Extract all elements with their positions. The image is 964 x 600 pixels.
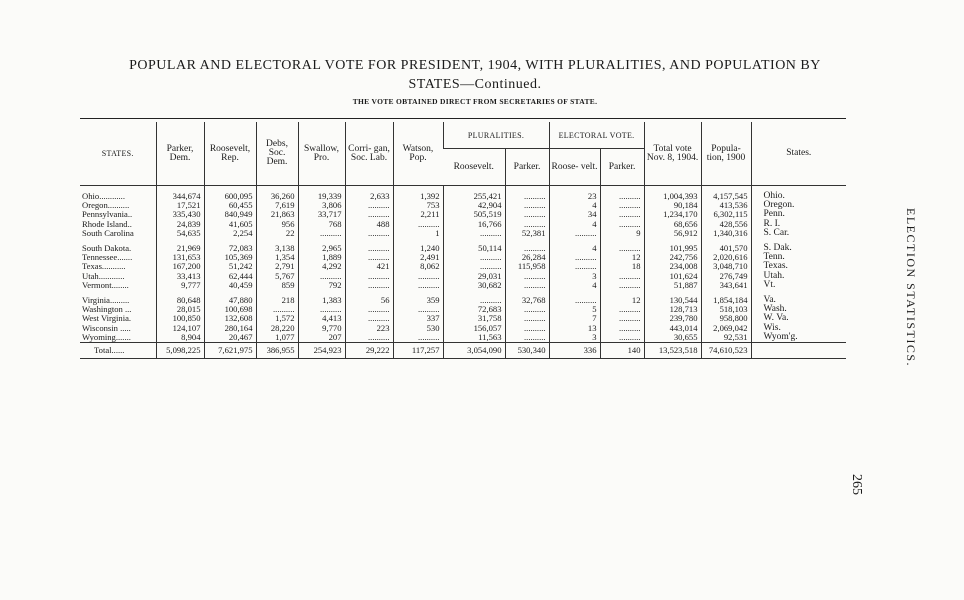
total-corrigan: 29,222 [345,343,393,359]
total-plurality-roosevelt: 3,054,090 [443,343,505,359]
population: 401,570 2,020,616 3,048,710 276,749 343,641 [701,238,751,290]
header-total-vote: Total vote Nov. 8, 1904. [644,122,701,186]
watson-votes: 1,392 753 2,211 .......... 1 [393,186,443,239]
page-title: POPULAR AND ELECTORAL VOTE FOR PRESIDENT, 1904, WITH PLURALITIES, AND POPULATION BY STATES—Continued. [129,58,821,92]
total-debs: 386,955 [256,343,298,359]
roosevelt-votes: 600,095 60,455 840,949 41,605 2,254 [204,186,256,239]
debs-votes: 3,138 1,354 2,791 5,767 859 [256,238,298,290]
roosevelt-votes: 72,083 105,369 51,242 62,444 40,459 [204,238,256,290]
corrigan-votes: 56 .......... .......... 223 .......... [345,290,393,343]
page-subtitle: THE VOTE OBTAINED DIRECT FROM SECRETARIES OF STATE. [352,97,598,106]
electoral-roosevelt: 4 .......... .......... 3 4 [549,238,600,290]
header-plurality-parker: Parker. [505,149,549,186]
state-abbreviations: Ohio. Oregon. Penn. R. I. S. Car. [751,186,846,239]
roosevelt-votes: 47,880 100,698 132,608 280,164 20,467 [204,290,256,343]
corrigan-votes: .......... .......... 421 .......... .......... [345,238,393,290]
total-electoral-parker: 140 [600,343,644,359]
total-swallow: 254,923 [298,343,345,359]
plurality-roosevelt: 50,114 .......... .......... 29,031 30,682 [443,238,505,290]
electoral-parker: 12 .......... .......... .......... .......... [600,290,644,343]
header-electoral-parker: Parker. [600,149,644,186]
debs-votes: 36,260 7,619 21,863 956 22 [256,186,298,239]
plurality-parker: .......... 26,284 115,958 .......... .......... [505,238,549,290]
total-plurality-parker: 530,340 [505,343,549,359]
electoral-roosevelt: 23 4 34 4 .......... [549,186,600,239]
total-blank [751,343,846,359]
population: 4,157,545 413,536 6,302,115 428,556 1,340,316 [701,186,751,239]
electoral-roosevelt: .......... 5 7 13 3 [549,290,600,343]
total-vote: 101,995 242,756 234,008 101,624 51,887 [644,238,701,290]
plurality-roosevelt: 255,421 42,904 505,519 16,766 .......... [443,186,505,239]
table-row-group [80,186,846,239]
electoral-parker: .......... 12 18 .......... .......... [600,238,644,290]
top-rule [80,118,846,119]
header-pluralities: PLURALITIES. [443,122,549,149]
swallow-votes: 19,339 3,806 33,717 768 .......... [298,186,345,239]
plurality-parker: 32,768 .......... .......... .......... .......... [505,290,549,343]
state-names: South Dakota. Tennessee....... Texas........... Utah............ Vermont........ [82,243,133,290]
parker-votes: 344,674 17,521 335,430 24,839 54,635 [156,186,204,239]
header-debs: Debs, Soc. Dem. [256,122,298,186]
state-abbreviations: S. Dak. Tenn. Texas. Utah. Vt. [751,238,846,290]
state-names: Virginia......... Washington ... West Virginia. Wisconsin ..... Wyoming....... [82,295,132,342]
parker-votes: 21,969 131,653 167,200 33,413 9,777 [156,238,204,290]
total-vote: 130,544 128,713 239,780 443,014 30,655 [644,290,701,343]
header-states: STATES. [80,122,156,186]
total-watson: 117,257 [393,343,443,359]
header-population: Popula- tion, 1900 [701,122,751,186]
total-vote: 1,004,393 90,184 1,234,170 68,656 56,912 [644,186,701,239]
total-roosevelt: 7,621,975 [204,343,256,359]
total-label: Total...... [80,343,156,359]
plurality-parker: .......... .......... .......... .......... 52,381 [505,186,549,239]
debs-votes: 218 .......... 1,572 28,220 1,077 [256,290,298,343]
total-row [80,343,846,359]
header-swallow: Swallow, Pro. [298,122,345,186]
state-names: Ohio............ Oregon.......... Pennsylvania.. Rhode Island.. South Carolina [82,191,134,238]
total-parker: 5,098,225 [156,343,204,359]
swallow-votes: 1,383 .......... 4,413 9,770 207 [298,290,345,343]
total-total-vote: 13,523,518 [644,343,701,359]
total-electoral-roosevelt: 336 [549,343,600,359]
watson-votes: 359 .......... 337 530 .......... [393,290,443,343]
watson-votes: 1,240 2,491 8,062 .......... .......... [393,238,443,290]
side-running-head: ELECTION STATISTICS. [904,208,918,368]
header-electoral-vote: ELECTORAL VOTE. [549,122,644,149]
swallow-votes: 2,965 1,889 4,292 .......... 792 [298,238,345,290]
table-row-group [80,290,846,343]
total-population: 74,610,523 [701,343,751,359]
page-number: 265 [849,474,864,495]
header-corrigan: Corri- gan, Soc. Lab. [345,122,393,186]
header-plurality-roosevelt: Roosevelt. [443,149,505,186]
parker-votes: 80,648 28,015 100,850 124,107 8,904 [156,290,204,343]
electoral-parker: .......... .......... .......... .......... 9 [600,186,644,239]
plurality-roosevelt: .......... 72,683 31,758 156,057 11,563 [443,290,505,343]
table-row-group [80,238,846,290]
header-electoral-roosevelt: Roose- velt. [549,149,600,186]
population: 1,854,184 518,103 958,800 2,069,042 92,531 [701,290,751,343]
header-roosevelt: Roosevelt, Rep. [204,122,256,186]
header-states-abbr: States. [751,122,846,186]
header-parker: Parker, Dem. [156,122,204,186]
vote-table [80,122,846,359]
corrigan-votes: 2,633 .......... .......... 488 .......... [345,186,393,239]
state-abbreviations: Va. Wash. W. Va. Wis. Wyom'g. [751,290,846,343]
header-watson: Watson, Pop. [393,122,443,186]
